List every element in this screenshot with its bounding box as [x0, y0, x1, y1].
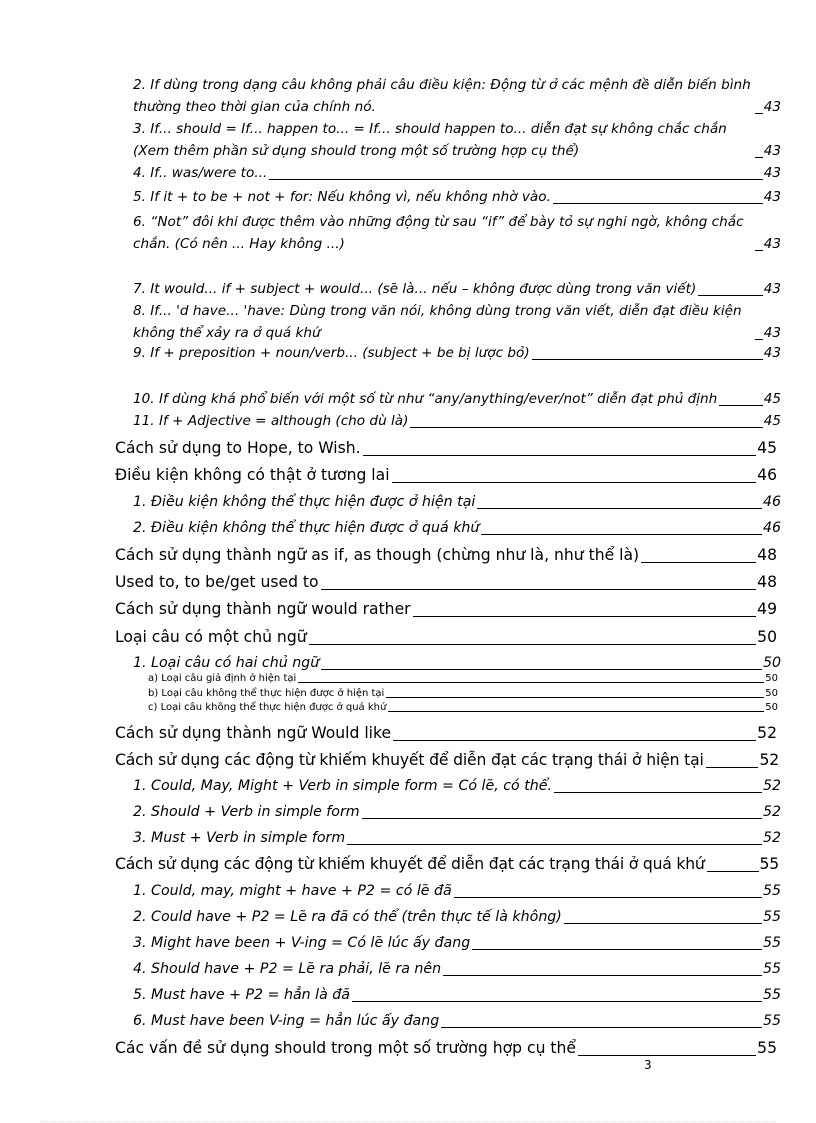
toc-page-number: 55: [762, 909, 781, 925]
leader-line: [641, 562, 756, 563]
toc-entry-text: Cách sử dụng thành ngữ as if, as though (chừng như là, như thể là): [115, 546, 640, 564]
leader-line: [553, 203, 763, 204]
leader-line: [347, 844, 762, 845]
leader-line: [352, 1001, 762, 1002]
toc-entry-text: 2. Could have + P2 = Lẽ ra đã có thể (trên thực tế là không): [133, 909, 562, 925]
toc-page-number: 45: [757, 439, 777, 457]
toc-entry[interactable]: [115, 748, 779, 772]
toc-entry[interactable]: [133, 300, 781, 344]
leader-line: [363, 455, 757, 456]
toc-page-number: 43: [763, 345, 781, 361]
toc-page-number: 52: [762, 804, 781, 820]
toc-page-number: 52: [762, 830, 781, 846]
toc-page-number: 46: [762, 494, 781, 510]
toc-entry-text: Loại câu có một chủ ngữ: [115, 628, 307, 646]
toc-entry-text: 8. If... 'd have... 'have: Dùng trong văn nói, không dùng trong văn viết, diễn đạt điều kiện không thể xảy ra ở quá khứ: [133, 303, 742, 341]
leader-line: [755, 339, 763, 340]
leader-line: [698, 295, 762, 296]
leader-line: [481, 534, 762, 535]
toc-entry-text: Cách sử dụng thành ngữ would rather: [115, 600, 411, 618]
toc-entry[interactable]: [133, 342, 781, 364]
toc-page-number: 43: [763, 281, 781, 297]
toc-entry[interactable]: [115, 543, 777, 567]
leader-line: [477, 508, 762, 509]
toc-page-number: 46: [762, 520, 781, 536]
toc-entry-text: 5. If it + to be + not + for: Nếu không vì, nếu không nhờ vào.: [133, 189, 551, 205]
leader-line: [321, 589, 757, 590]
toc-entry-text: 2. Should + Verb in simple form: [133, 804, 360, 820]
toc-entry[interactable]: [133, 827, 781, 849]
toc-entry-text: 1. Could, May, Might + Verb in simple form = Có lẽ, có thể.: [133, 778, 553, 794]
toc-entry[interactable]: [133, 74, 781, 118]
toc-page-number: 55: [762, 987, 781, 1003]
toc-entry-text: 3. Might have been + V-ing = Có lẽ lúc ấy đang: [133, 935, 471, 951]
toc-entry[interactable]: [115, 570, 777, 594]
toc-entry-text: 10. If dùng khá phổ biến với một số từ như “any/anything/ever/not” diễn đạt phủ định: [133, 391, 718, 407]
toc-page-number: 52: [759, 751, 779, 769]
toc-entry-text: c) Loại câu không thể thực hiện được ở quá khứ: [148, 702, 387, 713]
leader-line: [755, 113, 763, 114]
leader-line: [719, 405, 762, 406]
leader-line: [393, 740, 756, 741]
toc-entry-text: 3. If... should = If... happen to... = If... should happen to... diễn đạt sự không chắc chắn (Xem thêm phần sử dụng should trong một số trường hợp cụ thể): [133, 121, 727, 159]
toc-page-number: 50: [762, 655, 781, 671]
toc-entry-text: Điều kiện không có thật ở tương lai: [115, 466, 390, 484]
toc-entry[interactable]: [133, 162, 781, 184]
toc-entry-text: b) Loại câu không thể thực hiện được ở hiện tại: [148, 688, 385, 699]
leader-line: [386, 697, 764, 698]
leader-line: [388, 711, 764, 712]
toc-entry[interactable]: [148, 702, 778, 714]
leader-line: [532, 359, 763, 360]
leader-line: [362, 818, 762, 819]
leader-line: [454, 897, 762, 898]
leader-line: [413, 616, 757, 617]
toc-page-number: 43: [763, 236, 781, 252]
toc-entry-text: a) Loại câu giả định ở hiện tại: [148, 673, 297, 684]
toc-entry[interactable]: [133, 491, 781, 513]
toc-page-number: 46: [757, 466, 777, 484]
toc-entry[interactable]: [133, 118, 781, 162]
toc-entry-text: 1. Loại câu có hai chủ ngữ: [133, 655, 320, 671]
leader-line: [392, 482, 757, 483]
leader-line: [578, 1055, 756, 1056]
toc-page-number: 55: [762, 961, 781, 977]
toc-page-number: 52: [762, 778, 781, 794]
toc-page-number: 48: [757, 546, 777, 564]
toc-entry[interactable]: [115, 436, 777, 460]
toc-entry[interactable]: [115, 1036, 777, 1060]
toc-entry-text: Cách sử dụng to Hope, to Wish.: [115, 439, 361, 457]
toc-entry[interactable]: [133, 880, 781, 902]
toc-entry[interactable]: [133, 984, 781, 1006]
toc-page-number: 43: [763, 99, 781, 115]
toc-entry[interactable]: [133, 652, 781, 674]
toc-page-number: 45: [763, 413, 781, 429]
toc-entry-text: 6. Must have been V-ing = hẳn lúc ấy đang: [133, 1013, 440, 1029]
toc-entry-text: 1. Điều kiện không thể thực hiện được ở hiện tại: [133, 494, 476, 510]
toc-page-number: 43: [763, 165, 781, 181]
page-number: 3: [644, 1058, 652, 1072]
toc-entry[interactable]: [115, 597, 777, 621]
toc-entry-text: 9. If + preposition + noun/verb... (subject + be bị lược bỏ): [133, 345, 530, 361]
leader-line: [269, 179, 762, 180]
leader-line: [321, 669, 762, 670]
leader-line: [443, 975, 762, 976]
toc-entry-text: 3. Must + Verb in simple form: [133, 830, 346, 846]
toc-page-number: 55: [762, 1013, 781, 1029]
toc-entry-text: 1. Could, may, might + have + P2 = có lẽ đã: [133, 883, 452, 899]
toc-entry[interactable]: [133, 256, 781, 300]
toc-entry[interactable]: [133, 366, 781, 410]
leader-line: [472, 949, 762, 950]
toc-page-number: 43: [763, 189, 781, 205]
leader-line: [441, 1027, 762, 1028]
toc-entry[interactable]: [133, 517, 781, 539]
toc-entry[interactable]: [133, 410, 781, 432]
toc-entry[interactable]: [133, 775, 781, 797]
toc-entry[interactable]: [115, 852, 779, 876]
toc-page-number: 50: [765, 688, 778, 699]
toc-page-number: 49: [757, 600, 777, 618]
toc-page-number: 48: [757, 573, 777, 591]
toc-entry[interactable]: [133, 1010, 781, 1032]
leader-line: [755, 157, 763, 158]
toc-page-number: 52: [757, 724, 777, 742]
toc-page-number: 55: [757, 1039, 777, 1057]
toc-entry[interactable]: [115, 463, 777, 487]
toc-entry-text: Cách sử dụng các động từ khiếm khuyết để diễn đạt các trạng thái ở hiện tại: [115, 751, 704, 769]
toc-entry[interactable]: [133, 958, 781, 980]
toc-page-number: 55: [759, 855, 779, 873]
toc-page-number: 50: [765, 673, 778, 684]
toc-entry[interactable]: [133, 211, 781, 255]
toc-entry-text: 11. If + Adjective = although (cho dù là): [133, 413, 409, 429]
toc-entry-text: Used to, to be/get used to: [115, 573, 319, 591]
toc-entry-text: Cách sử dụng các động từ khiếm khuyết để diễn đạt các trạng thái ở quá khứ: [115, 855, 705, 873]
footer-divider: [40, 1121, 776, 1122]
toc-entry[interactable]: [133, 801, 781, 823]
toc-entry[interactable]: [115, 721, 777, 745]
toc-page-number: 55: [762, 935, 781, 951]
leader-line: [298, 682, 764, 683]
toc-entry[interactable]: [148, 688, 778, 700]
toc-entry[interactable]: [148, 673, 778, 685]
toc-page-number: 45: [763, 391, 781, 407]
toc-page-number: 55: [762, 883, 781, 899]
toc-entry[interactable]: [115, 625, 777, 649]
toc-entry-text: 2. If dùng trong dạng câu không phải câu điều kiện: Động từ ở các mệnh đề diễn biến bình thường theo thời gian của chính nó.: [133, 77, 751, 115]
toc-entry[interactable]: [133, 932, 781, 954]
toc-entry[interactable]: [133, 186, 781, 208]
toc-entry-text: 2. Điều kiện không thể thực hiện được ở quá khứ: [133, 520, 480, 536]
toc-entry-text: Các vấn đề sử dụng should trong một số trường hợp cụ thể: [115, 1039, 577, 1057]
leader-line: [554, 792, 762, 793]
toc-page-number: 50: [757, 628, 777, 646]
leader-line: [410, 427, 762, 428]
toc-entry-text: Cách sử dụng thành ngữ Would like: [115, 724, 392, 742]
leader-line: [706, 767, 759, 768]
toc-entry-text: 4. If.. was/were to...: [133, 165, 268, 181]
leader-line: [707, 871, 759, 872]
toc-page-number: 43: [763, 325, 781, 341]
leader-line: [564, 923, 762, 924]
toc-entry-text: 5. Must have + P2 = hẳn là đã: [133, 987, 350, 1003]
toc-page-number: 43: [763, 143, 781, 159]
leader-line: [309, 644, 757, 645]
leader-line: [755, 250, 763, 251]
toc-entry-text: 4. Should have + P2 = Lẽ ra phải, lẽ ra nên: [133, 961, 442, 977]
toc-entry[interactable]: [133, 906, 781, 928]
toc-entry-text: 7. It would... if + subject + would... (sẽ là... nếu – không được dùng trong văn viết): [133, 281, 697, 297]
toc-page-number: 50: [765, 702, 778, 713]
toc-entry-text: 6. “Not” đôi khi được thêm vào những động từ sau “if” để bày tỏ sự nghi ngờ, không chắc chắn. (Có nên ... Hay không ...): [133, 214, 744, 252]
